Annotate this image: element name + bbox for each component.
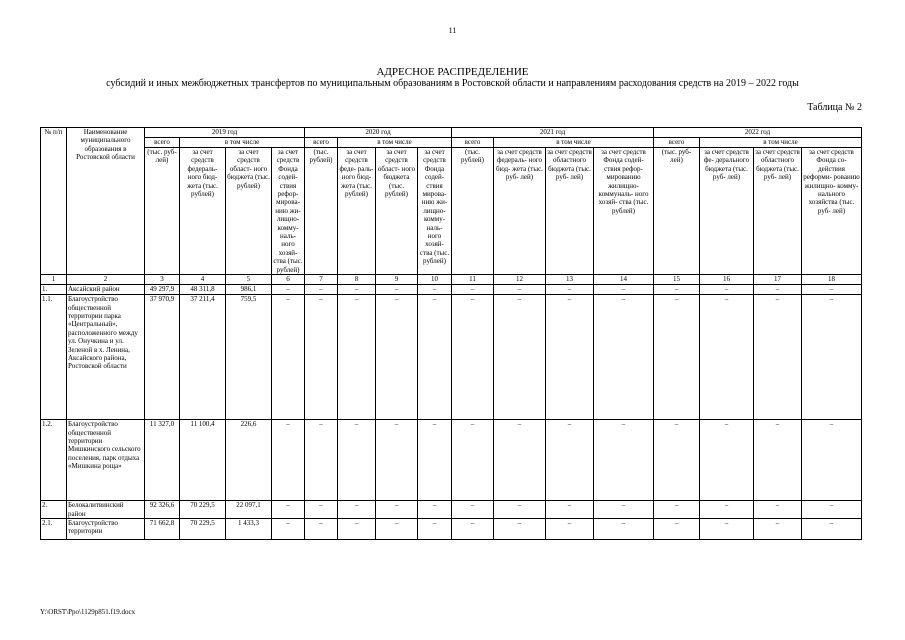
distribution-table (40, 127, 862, 540)
subheader-c18: за счет средств Фонда со- действия реформи- рованию жилищно- комму- нального хозяйства (тыс. руб- лей) (802, 148, 862, 275)
subheader-c11: (тыс. рублей) (452, 148, 494, 275)
cell-dash: – (338, 285, 376, 295)
col-header-name: Наименование муниципального образования в Ростовской области (67, 128, 145, 275)
column-number: 15 (654, 275, 700, 285)
cell-dash: – (338, 420, 376, 501)
subheader-c6: за счет средств Фонда содей- ствия рефор- мирова- нию жи- лищно- комму- наль- ного хозяй- ства (тыс. рублей) (273, 148, 303, 274)
cell-dash: – (272, 518, 305, 539)
column-number: 14 (594, 275, 654, 285)
document-subtitle: субсидий и иных межбюджетных трансфертов по муниципальным образованиям в Ростовской области и направлениям расходования средств на 2019 – 2022 годы (106, 78, 799, 89)
row-name: Аксайский район (67, 285, 145, 295)
document-title: АДРЕСНОЕ РАСПРЕДЕЛЕНИЕ (376, 66, 529, 78)
incl-header: в том числе (700, 138, 862, 148)
cell-regional-2019: 759,5 (226, 295, 272, 420)
total-header: всего (145, 138, 180, 148)
cell-federal-2019: 70 229,5 (180, 518, 226, 539)
table-row (41, 518, 862, 539)
cell-dash: – (305, 501, 338, 519)
table-label: Таблица № 2 (807, 102, 862, 113)
cell-dash: – (494, 420, 546, 501)
cell-dash: – (272, 285, 305, 295)
year-header-2022: 2022 год (654, 128, 862, 138)
year-header-2019: 2019 год (145, 128, 305, 138)
row-name: Благоустройство территории (67, 518, 145, 539)
cell-dash: – (338, 518, 376, 539)
cell-dash: – (700, 518, 754, 539)
incl-header: в том числе (180, 138, 305, 148)
cell-total-2019: 11 327,0 (145, 420, 180, 501)
column-number: 8 (338, 275, 376, 285)
cell-dash: – (700, 420, 754, 501)
cell-regional-2019: 226,6 (226, 420, 272, 501)
cell-dash: – (338, 501, 376, 519)
column-number: 1 (41, 275, 67, 285)
column-number: 16 (700, 275, 754, 285)
cell-total-2019: 92 326,6 (145, 501, 180, 519)
cell-regional-2019: 986,1 (226, 285, 272, 295)
cell-regional-2019: 22 097,1 (226, 501, 272, 519)
cell-dash: – (546, 295, 594, 420)
cell-dash: – (700, 295, 754, 420)
table-row (41, 501, 862, 519)
cell-dash: – (546, 285, 594, 295)
column-number: 5 (226, 275, 272, 285)
column-number: 13 (546, 275, 594, 285)
cell-dash: – (305, 285, 338, 295)
subheader-c12: за счет средств федераль- ного бюд- жета (тыс. руб- лей) (494, 148, 546, 275)
row-name: Белокалитвинский район (67, 501, 145, 519)
column-number: 3 (145, 275, 180, 285)
column-number: 9 (376, 275, 418, 285)
column-number-row (41, 275, 862, 285)
cell-federal-2019: 70 229,5 (180, 501, 226, 519)
column-number: 7 (305, 275, 338, 285)
header-row-subcolumns (41, 148, 862, 275)
subheader-c14: за счет средств Фонда содей- ствия рефор- мированию жилищно- коммуналь- ного хозяй- ства (тыс. рублей) (594, 148, 654, 275)
cell-dash: – (546, 420, 594, 501)
cell-dash: – (754, 295, 802, 420)
cell-dash: – (802, 501, 862, 519)
row-number: 1.1. (41, 295, 67, 420)
column-number: 17 (754, 275, 802, 285)
cell-dash: – (654, 518, 700, 539)
subheader-c17: за счет средств областного бюджета (тыс. руб- лей) (754, 148, 802, 275)
column-number: 4 (180, 275, 226, 285)
cell-dash: – (418, 285, 452, 295)
incl-header: в том числе (338, 138, 452, 148)
cell-dash: – (305, 420, 338, 501)
cell-dash: – (654, 501, 700, 519)
subheader-c3: (тыс. руб- лей) (145, 148, 180, 275)
total-header: всего (654, 138, 700, 148)
cell-federal-2019: 37 211,4 (180, 295, 226, 420)
cell-dash: – (594, 518, 654, 539)
cell-total-2019: 49 297,9 (145, 285, 180, 295)
cell-dash: – (654, 420, 700, 501)
header-row-years (41, 128, 862, 138)
cell-dash: – (700, 285, 754, 295)
cell-dash: – (418, 518, 452, 539)
cell-dash: – (594, 420, 654, 501)
cell-dash: – (376, 295, 418, 420)
cell-dash: – (546, 518, 594, 539)
cell-total-2019: 71 662,8 (145, 518, 180, 539)
cell-dash: – (754, 420, 802, 501)
cell-dash: – (700, 501, 754, 519)
cell-dash: – (272, 501, 305, 519)
cell-dash: – (802, 420, 862, 501)
column-number: 11 (452, 275, 494, 285)
row-number: 2. (41, 501, 67, 519)
row-number: 2.1. (41, 518, 67, 539)
table-row (41, 295, 862, 420)
incl-header: в том числе (494, 138, 654, 148)
header-row-groups (41, 138, 862, 148)
subheader-c5: за счет средств област- ного бюджета (тыс. рублей) (226, 148, 272, 275)
column-number: 2 (67, 275, 145, 285)
cell-dash: – (494, 518, 546, 539)
cell-dash: – (418, 501, 452, 519)
cell-dash: – (376, 285, 418, 295)
cell-dash: – (802, 285, 862, 295)
cell-dash: – (376, 420, 418, 501)
cell-dash: – (272, 295, 305, 420)
footer-file-path: Y:\ORST\Ppo\1129p851.f19.docx (40, 608, 136, 616)
cell-dash: – (418, 295, 452, 420)
cell-dash: – (594, 295, 654, 420)
cell-dash: – (418, 420, 452, 501)
cell-dash: – (376, 518, 418, 539)
subheader-c7: (тыс. рублей) (305, 148, 338, 275)
table-row (41, 285, 862, 295)
column-number: 18 (802, 275, 862, 285)
cell-dash: – (494, 501, 546, 519)
cell-federal-2019: 48 311,8 (180, 285, 226, 295)
table-body (41, 285, 862, 540)
cell-dash: – (494, 285, 546, 295)
col-header-no: № п/п (41, 128, 67, 275)
cell-dash: – (338, 295, 376, 420)
year-header-2021: 2021 год (452, 128, 654, 138)
row-number: 1.2. (41, 420, 67, 501)
cell-dash: – (452, 518, 494, 539)
cell-dash: – (594, 285, 654, 295)
cell-federal-2019: 11 100,4 (180, 420, 226, 501)
cell-dash: – (272, 420, 305, 501)
table-row (41, 420, 862, 501)
cell-dash: – (452, 420, 494, 501)
column-number: 12 (494, 275, 546, 285)
cell-dash: – (654, 285, 700, 295)
row-name: Благоустройство общественной территории Мишкинского сельского поселения, парк отдыха «Мишкина роща» (67, 420, 145, 501)
cell-regional-2019: 1 433,3 (226, 518, 272, 539)
total-header: всего (452, 138, 494, 148)
cell-dash: – (305, 518, 338, 539)
cell-dash: – (546, 501, 594, 519)
cell-dash: – (452, 295, 494, 420)
subheader-c8: за счет средств феде- раль- ного бюд- жета (тыс. рублей) (338, 148, 376, 275)
cell-dash: – (754, 285, 802, 295)
cell-dash: – (802, 295, 862, 420)
subheader-c10: за счет средств Фонда содей- ствия мирова- нию жи- лищно- комму- наль- ного хозяй- ства (тыс. рублей) (418, 148, 452, 275)
row-number: 1. (41, 285, 67, 295)
cell-dash: – (376, 501, 418, 519)
year-header-2020: 2020 год (305, 128, 452, 138)
cell-dash: – (754, 518, 802, 539)
cell-dash: – (594, 501, 654, 519)
cell-dash: – (654, 295, 700, 420)
column-number: 10 (418, 275, 452, 285)
subheader-c9: за счет средств област- ного бюджета (тыс. рублей) (376, 148, 418, 275)
subheader-c15: (тыс. руб- лей) (654, 148, 700, 275)
page-number: 11 (448, 26, 457, 35)
cell-dash: – (452, 501, 494, 519)
cell-dash: – (754, 501, 802, 519)
cell-total-2019: 37 970,9 (145, 295, 180, 420)
subheader-c4: за счет средств федераль- ного бюд- жета (тыс. рублей) (180, 148, 226, 275)
row-name: Благоустройство общественной территории парка «Центральный», расположенного между ул. Онучкина и ул. Зеленой в х. Ленина, Аксайского района, Ростовской области (67, 295, 145, 420)
total-header: всего (305, 138, 338, 148)
subheader-c16: за счет средств фе- дерального бюджета (тыс. руб- лей) (700, 148, 754, 275)
cell-dash: – (494, 295, 546, 420)
cell-dash: – (802, 518, 862, 539)
cell-dash: – (452, 285, 494, 295)
column-number: 6 (272, 275, 305, 285)
subheader-c13: за счет средств областного бюджета (тыс. руб- лей) (546, 148, 594, 275)
cell-dash: – (305, 295, 338, 420)
